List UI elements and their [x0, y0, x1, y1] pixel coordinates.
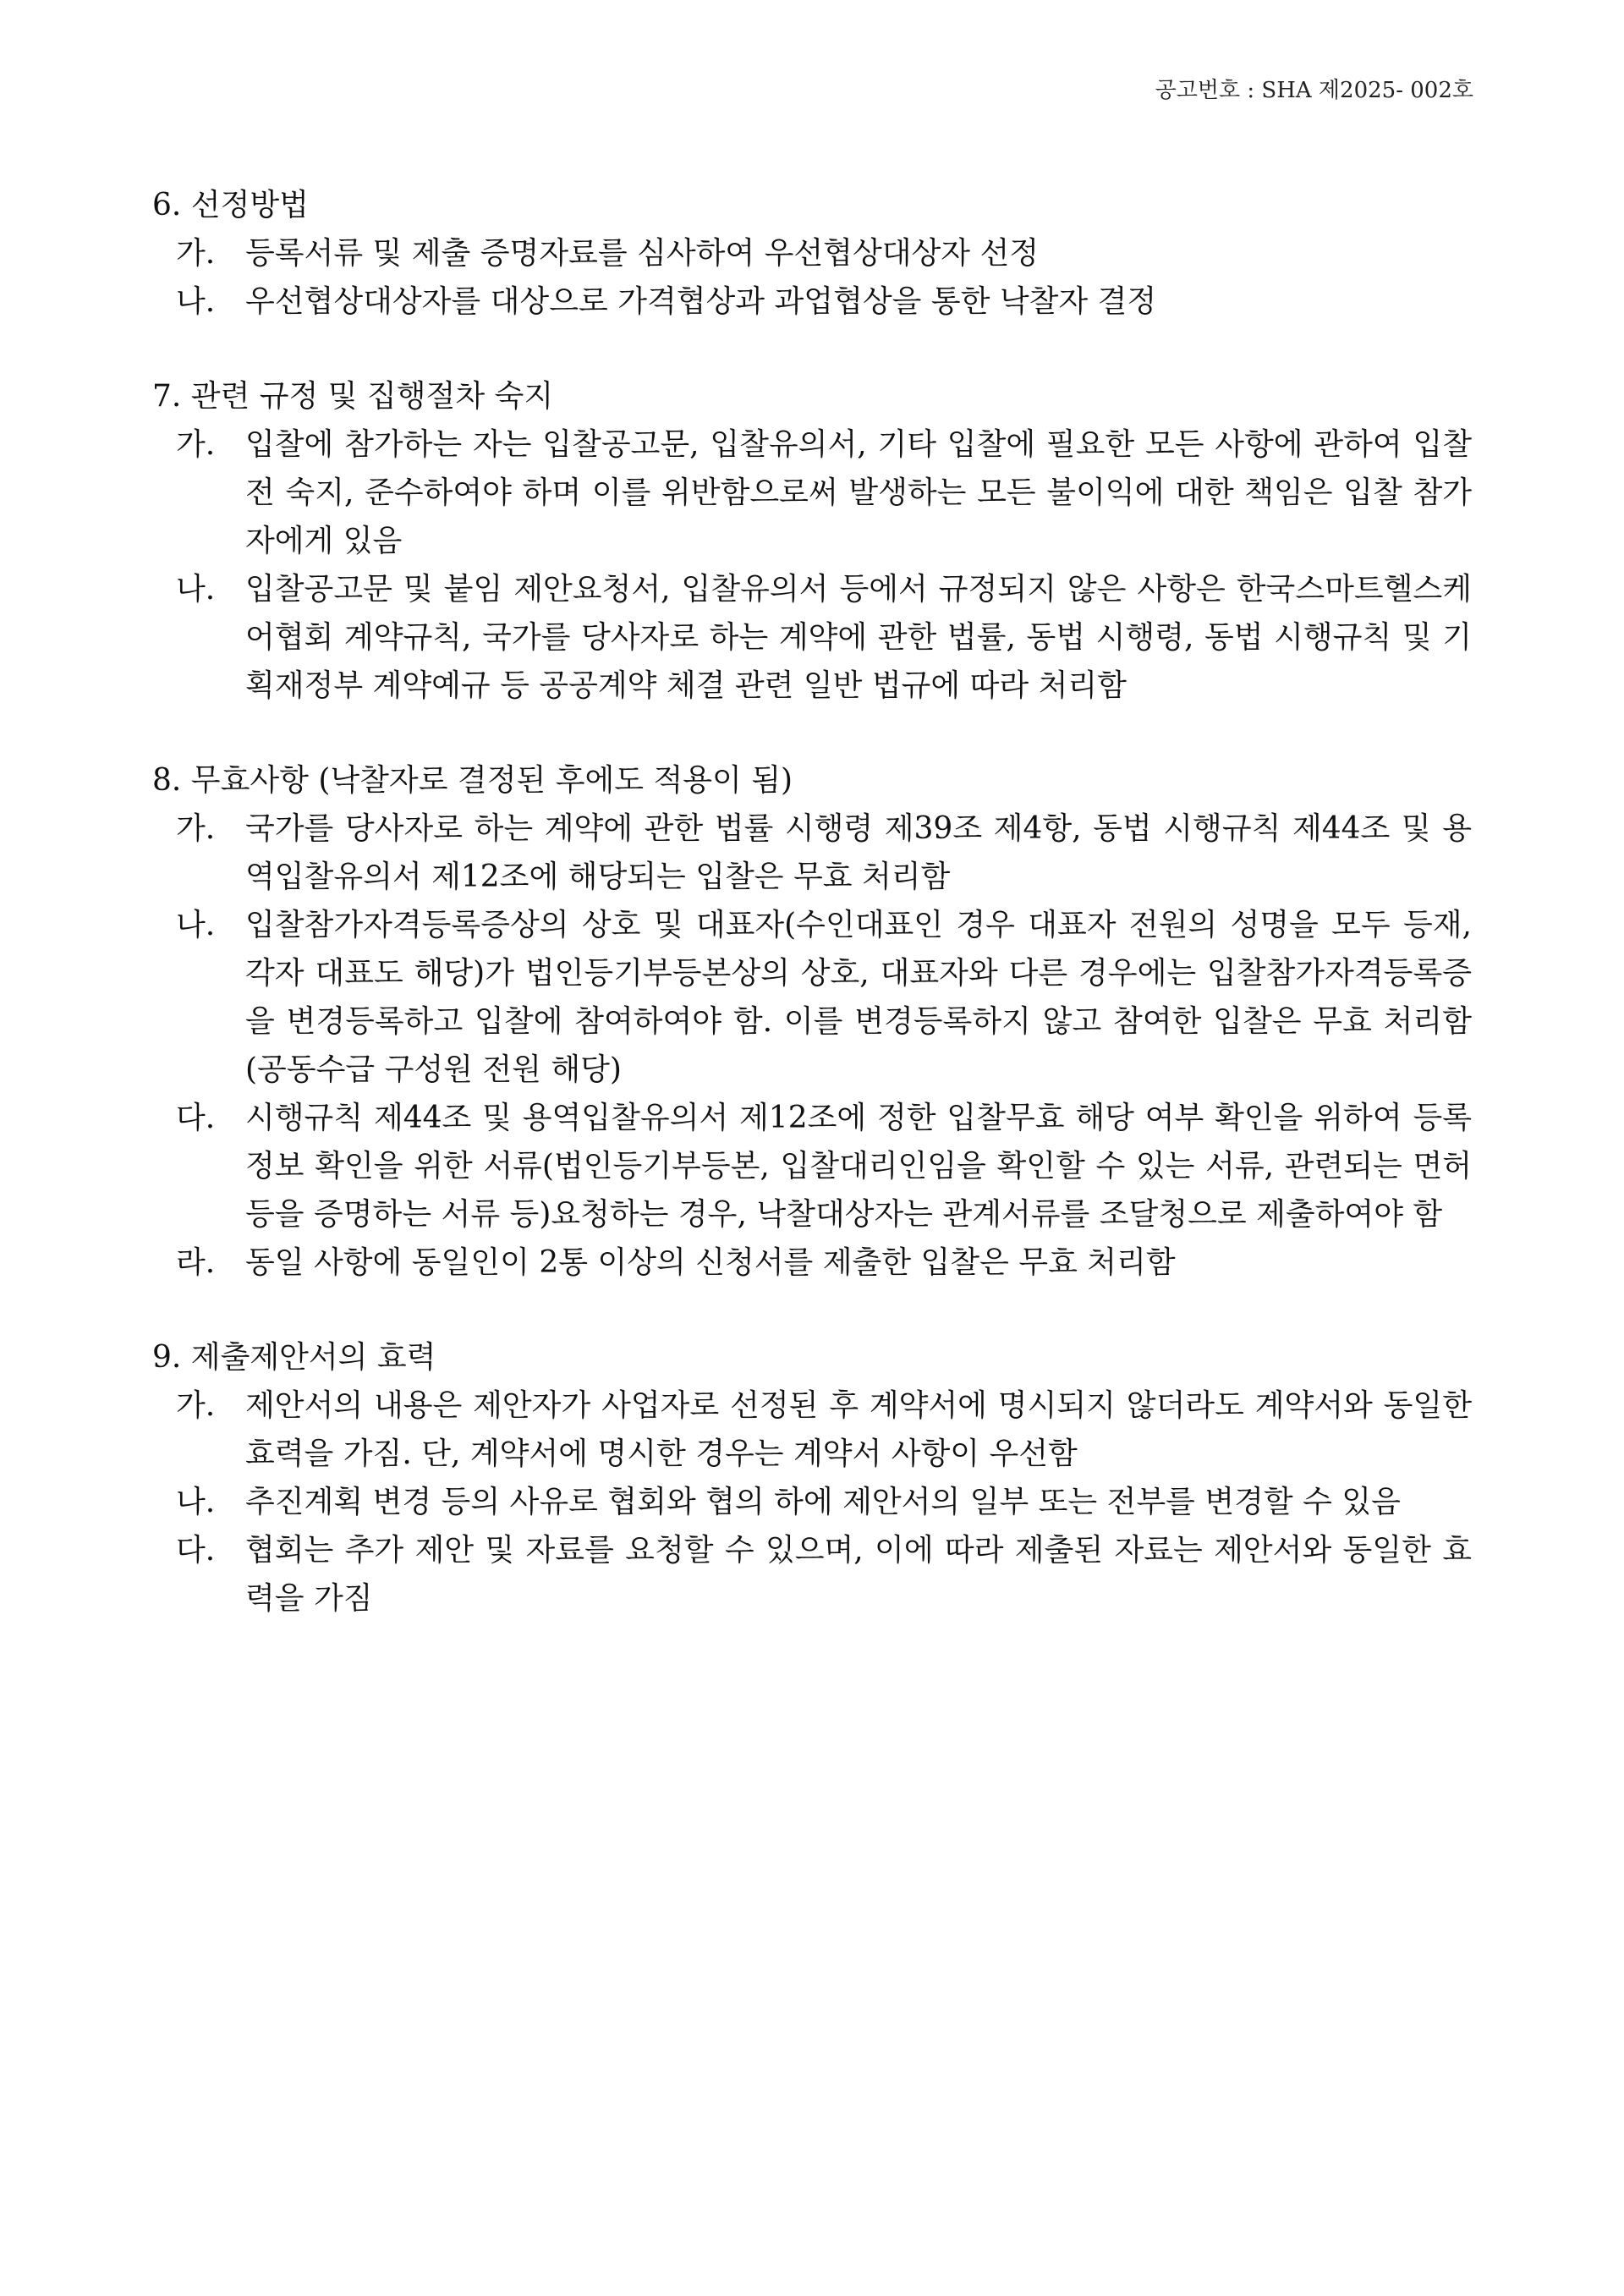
item-marker: 나. [176, 284, 216, 319]
item-text: 제안서의 내용은 제안자가 사업자로 선정된 후 계약서에 명시되지 않더라도 계약서와 동일한 효력을 가짐. 단, 계약서에 명시한 경우는 계약서 사항이 우선함 [245, 1388, 1472, 1471]
item-text: 입찰에 참가하는 자는 입찰공고문, 입찰유의서, 기타 입찰에 필요한 모든 사항에 관하여 입찰 전 숙지, 준수하여야 하며 이를 위반함으로써 발생하는 모든 불이익에 대한 책임은 입찰 참가자에게 있음 [245, 427, 1472, 558]
document-body [152, 181, 1472, 1669]
item-marker: 가. [176, 1388, 216, 1423]
list-item [152, 565, 1472, 710]
list-item [152, 805, 1472, 901]
section-proposal-validity [152, 1333, 1472, 1623]
list-item [152, 277, 1472, 326]
item-marker: 다. [176, 1101, 216, 1135]
section-heading: 9. 제출제안서의 효력 [152, 1340, 436, 1375]
item-marker: 가. [176, 427, 216, 462]
section-heading: 7. 관련 규정 및 집행절차 숙지 [152, 379, 554, 414]
item-marker: 나. [176, 572, 216, 607]
item-text: 동일 사항에 동일인이 2통 이상의 신청서를 제출한 입찰은 무효 처리함 [245, 1245, 1176, 1280]
list-item [152, 1478, 1472, 1526]
list-item [152, 1239, 1472, 1287]
item-text: 추진계획 변경 등의 사유로 협회와 협의 하에 제안서의 일부 또는 전부를 변경할 수 있음 [245, 1485, 1401, 1519]
item-text: 등록서류 및 제출 증명자료를 심사하여 우선협상대상자 선정 [245, 236, 1040, 271]
item-marker: 나. [176, 1485, 216, 1519]
notice-number: 공고번호 : SHA 제2025- 002호 [1155, 78, 1473, 103]
item-marker: 라. [176, 1245, 216, 1280]
section-regulations [152, 372, 1472, 710]
list-item [152, 1094, 1472, 1239]
section-heading: 8. 무효사항 (낙찰자로 결정된 후에도 적용이 됨) [152, 763, 793, 798]
item-text: 시행규칙 제44조 및 용역입찰유의서 제12조에 정한 입찰무효 해당 여부 확인을 위하여 등록정보 확인을 위한 서류(법인등기부등본, 입찰대리인임을 확인할 수 있는 서류, 관련되는 면허 등을 증명하는 서류 등)요청하는 경우, 낙찰대상자는 관계서류를 조달청으로 제출하여야 함 [245, 1101, 1472, 1232]
section-heading: 6. 선정방법 [152, 188, 309, 222]
item-marker: 가. [176, 811, 216, 846]
item-text: 입찰참가자격등록증상의 상호 및 대표자(수인대표인 경우 대표자 전원의 성명을 모두 등재, 각자 대표도 해당)가 법인등기부등본상의 상호, 대표자와 다른 경우에는 입찰참가자격등록증을 변경등록하고 입찰에 참여하여야 함. 이를 변경등록하지 않고 참여한 입찰은 무효 처리함 (공동수급 구성원 전원 해당) [245, 908, 1472, 1087]
item-text: 국가를 당사자로 하는 계약에 관한 법률 시행령 제39조 제4항, 동법 시행규칙 제44조 및 용역입찰유의서 제12조에 해당되는 입찰은 무효 처리함 [245, 811, 1472, 894]
item-text: 협회는 추가 제안 및 자료를 요청할 수 있으며, 이에 따라 제출된 자료는 제안서와 동일한 효력을 가짐 [245, 1533, 1472, 1616]
list-item [152, 901, 1472, 1094]
item-marker: 가. [176, 236, 216, 271]
item-marker: 다. [176, 1533, 216, 1568]
item-marker: 나. [176, 908, 216, 942]
list-item [152, 1381, 1472, 1478]
section-selection-method [152, 181, 1472, 326]
list-item [152, 420, 1472, 565]
item-text: 입찰공고문 및 붙임 제안요청서, 입찰유의서 등에서 규정되지 않은 사항은 한국스마트헬스케어협회 계약규칙, 국가를 당사자로 하는 계약에 관한 법률, 동법 시행령, 동법 시행규칙 및 기획재정부 계약예규 등 공공계약 체결 관련 일반 법규에 따라 처리함 [245, 572, 1472, 703]
section-invalidation [152, 756, 1472, 1287]
list-item [152, 229, 1472, 277]
item-text: 우선협상대상자를 대상으로 가격협상과 과업협상을 통한 낙찰자 결정 [245, 284, 1157, 319]
list-item [152, 1526, 1472, 1623]
